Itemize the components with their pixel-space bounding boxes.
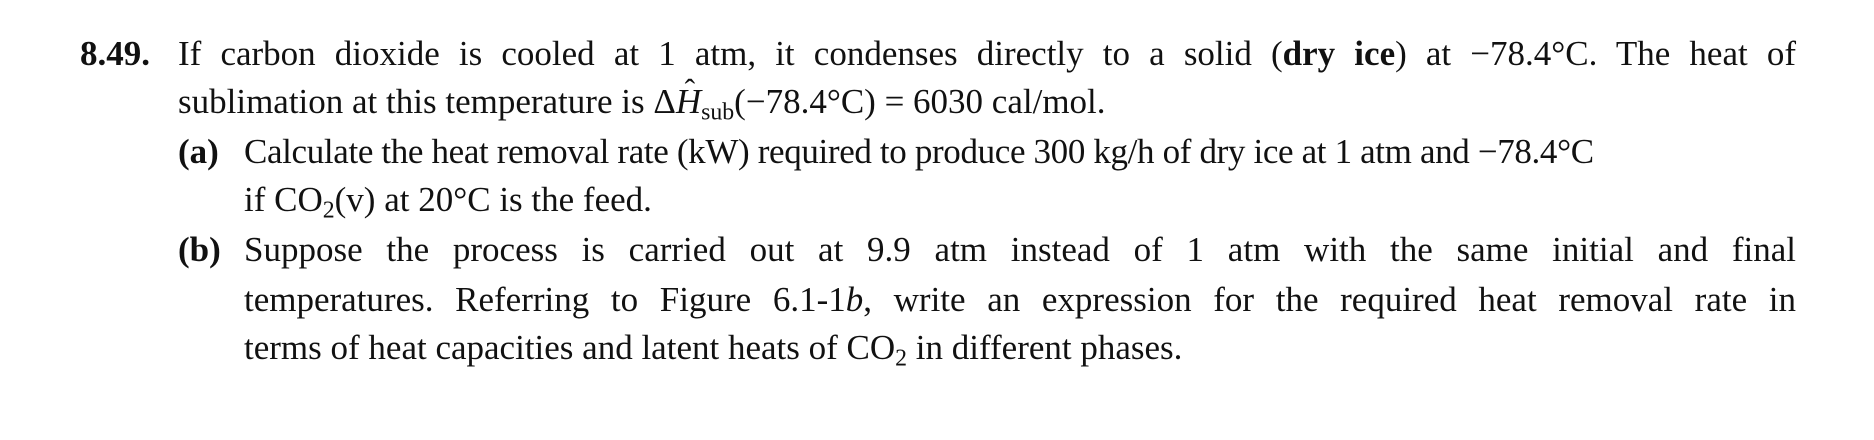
- part-a-line-1: Calculate the heat removal rate (kW) required to produce 300 kg/h of dry ice at 1 atm and −78.4°C: [244, 132, 1594, 171]
- problem-number: 8.49.: [80, 34, 150, 73]
- part-a-text: (v) at 20°C is the feed.: [334, 180, 652, 219]
- part-b-text: in different phases.: [907, 328, 1183, 367]
- intro-line-1: [178, 30, 1796, 78]
- intro-text: (−78.4°C) = 6030 cal/mol.: [734, 82, 1106, 121]
- intro-text: sublimation at this temperature is Δ: [178, 82, 676, 121]
- intro-text: ) at −78.4°C. The heat of: [1395, 34, 1796, 73]
- part-a-line-2: [244, 176, 652, 224]
- part-b-line-3: [244, 324, 1182, 372]
- part-b-line-1: Suppose the process is carried out at 9.9 atm instead of 1 atm with the same initial and final: [244, 230, 1796, 269]
- part-a-label: (a): [178, 132, 219, 171]
- enthalpy-symbol: ˆ H: [676, 78, 701, 126]
- dry-ice-term: dry ice: [1282, 34, 1396, 73]
- part-b-text: , write an expression for the required heat removal rate in: [863, 280, 1796, 319]
- part-b-text: terms of heat capacities and latent heats of CO: [244, 328, 896, 367]
- part-a-text: if CO: [244, 180, 323, 219]
- figure-letter: b: [845, 280, 864, 319]
- subscript-2: 2: [322, 197, 335, 224]
- part-b-text: temperatures. Referring to Figure 6.1-1: [244, 280, 846, 319]
- part-b-line-2: [244, 276, 1796, 324]
- intro-text: If carbon dioxide is cooled at 1 atm, it condenses directly to a solid (: [178, 34, 1283, 73]
- subscript-sub: sub: [701, 99, 735, 126]
- intro-line-2: [178, 78, 1106, 126]
- subscript-2: 2: [895, 345, 908, 372]
- part-b-label: (b): [178, 230, 221, 269]
